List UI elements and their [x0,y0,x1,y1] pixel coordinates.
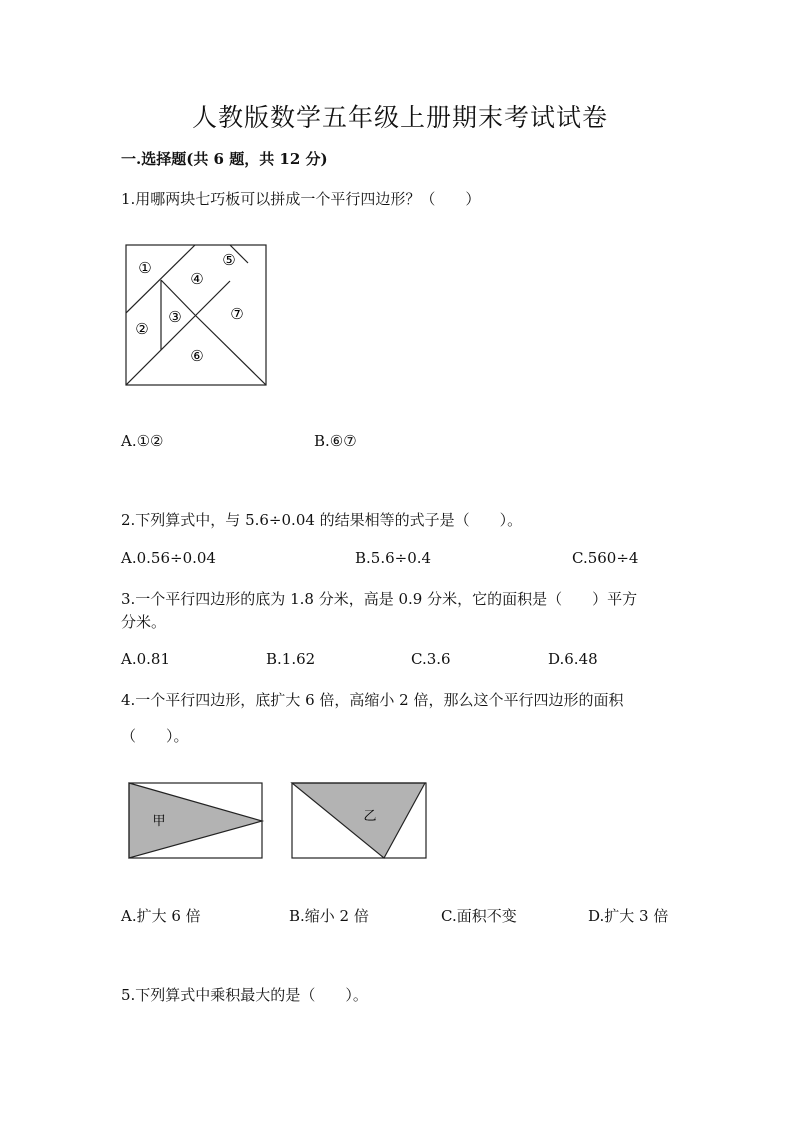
figure-jia-label: 甲 [152,814,166,829]
question-4-text-line1: 4.一个平行四边形，底扩大 6 倍，高缩小 2 倍，那么这个平行四边形的面积 [121,691,624,709]
tangram-label-1: ① [138,259,152,277]
q4-option-a[interactable]: A.扩大 6 倍 [121,907,201,925]
tangram-label-4: ④ [190,270,204,288]
q3-option-a[interactable]: A.0.81 [121,650,170,668]
section-heading: 一.选择题(共 6 题，共 12 分) [121,150,328,168]
question-3-text-line1: 3.一个平行四边形的底为 1.8 分米，高是 0.9 分米，它的面积是（ ）平方 [121,590,638,608]
question-2-text: 2.下列算式中，与 5.6÷0.04 的结果相等的式子是（ ）。 [121,511,523,529]
q3-option-c[interactable]: C.3.6 [411,650,451,668]
q3-option-b[interactable]: B.1.62 [266,650,316,668]
q2-option-b[interactable]: B.5.6÷0.4 [355,549,432,567]
question-5-text: 5.下列算式中乘积最大的是（ ）。 [121,986,368,1004]
q4-option-c[interactable]: C.面积不变 [441,907,517,925]
q1-option-a[interactable]: A.①② [121,432,164,450]
q2-option-a[interactable]: A.0.56÷0.04 [121,549,216,567]
page-title: 人教版数学五年级上册期末考试试卷 [191,103,608,132]
q2-option-c[interactable]: C.560÷4 [572,549,639,567]
figure-yi-label: 乙 [363,809,377,824]
q4-option-b[interactable]: B.缩小 2 倍 [289,907,369,925]
question-1-text: 1.用哪两块七巧板可以拼成一个平行四边形？（ ） [121,190,481,208]
figure-yi [291,782,428,860]
tangram-label-7: ⑦ [230,305,244,323]
tangram-figure [125,244,267,386]
q1-option-b[interactable]: B.⑥⑦ [314,432,357,450]
q4-option-d[interactable]: D.扩大 3 倍 [588,907,669,925]
tangram-label-6: ⑥ [190,347,204,365]
question-4-text-line2: （ ）。 [121,727,189,745]
q3-option-d[interactable]: D.6.48 [548,650,598,668]
tangram-label-2: ② [135,320,149,338]
question-3-text-line2: 分米。 [121,613,167,631]
tangram-label-3: ③ [168,308,182,326]
tangram-label-5: ⑤ [222,251,236,269]
figure-jia [128,782,264,860]
